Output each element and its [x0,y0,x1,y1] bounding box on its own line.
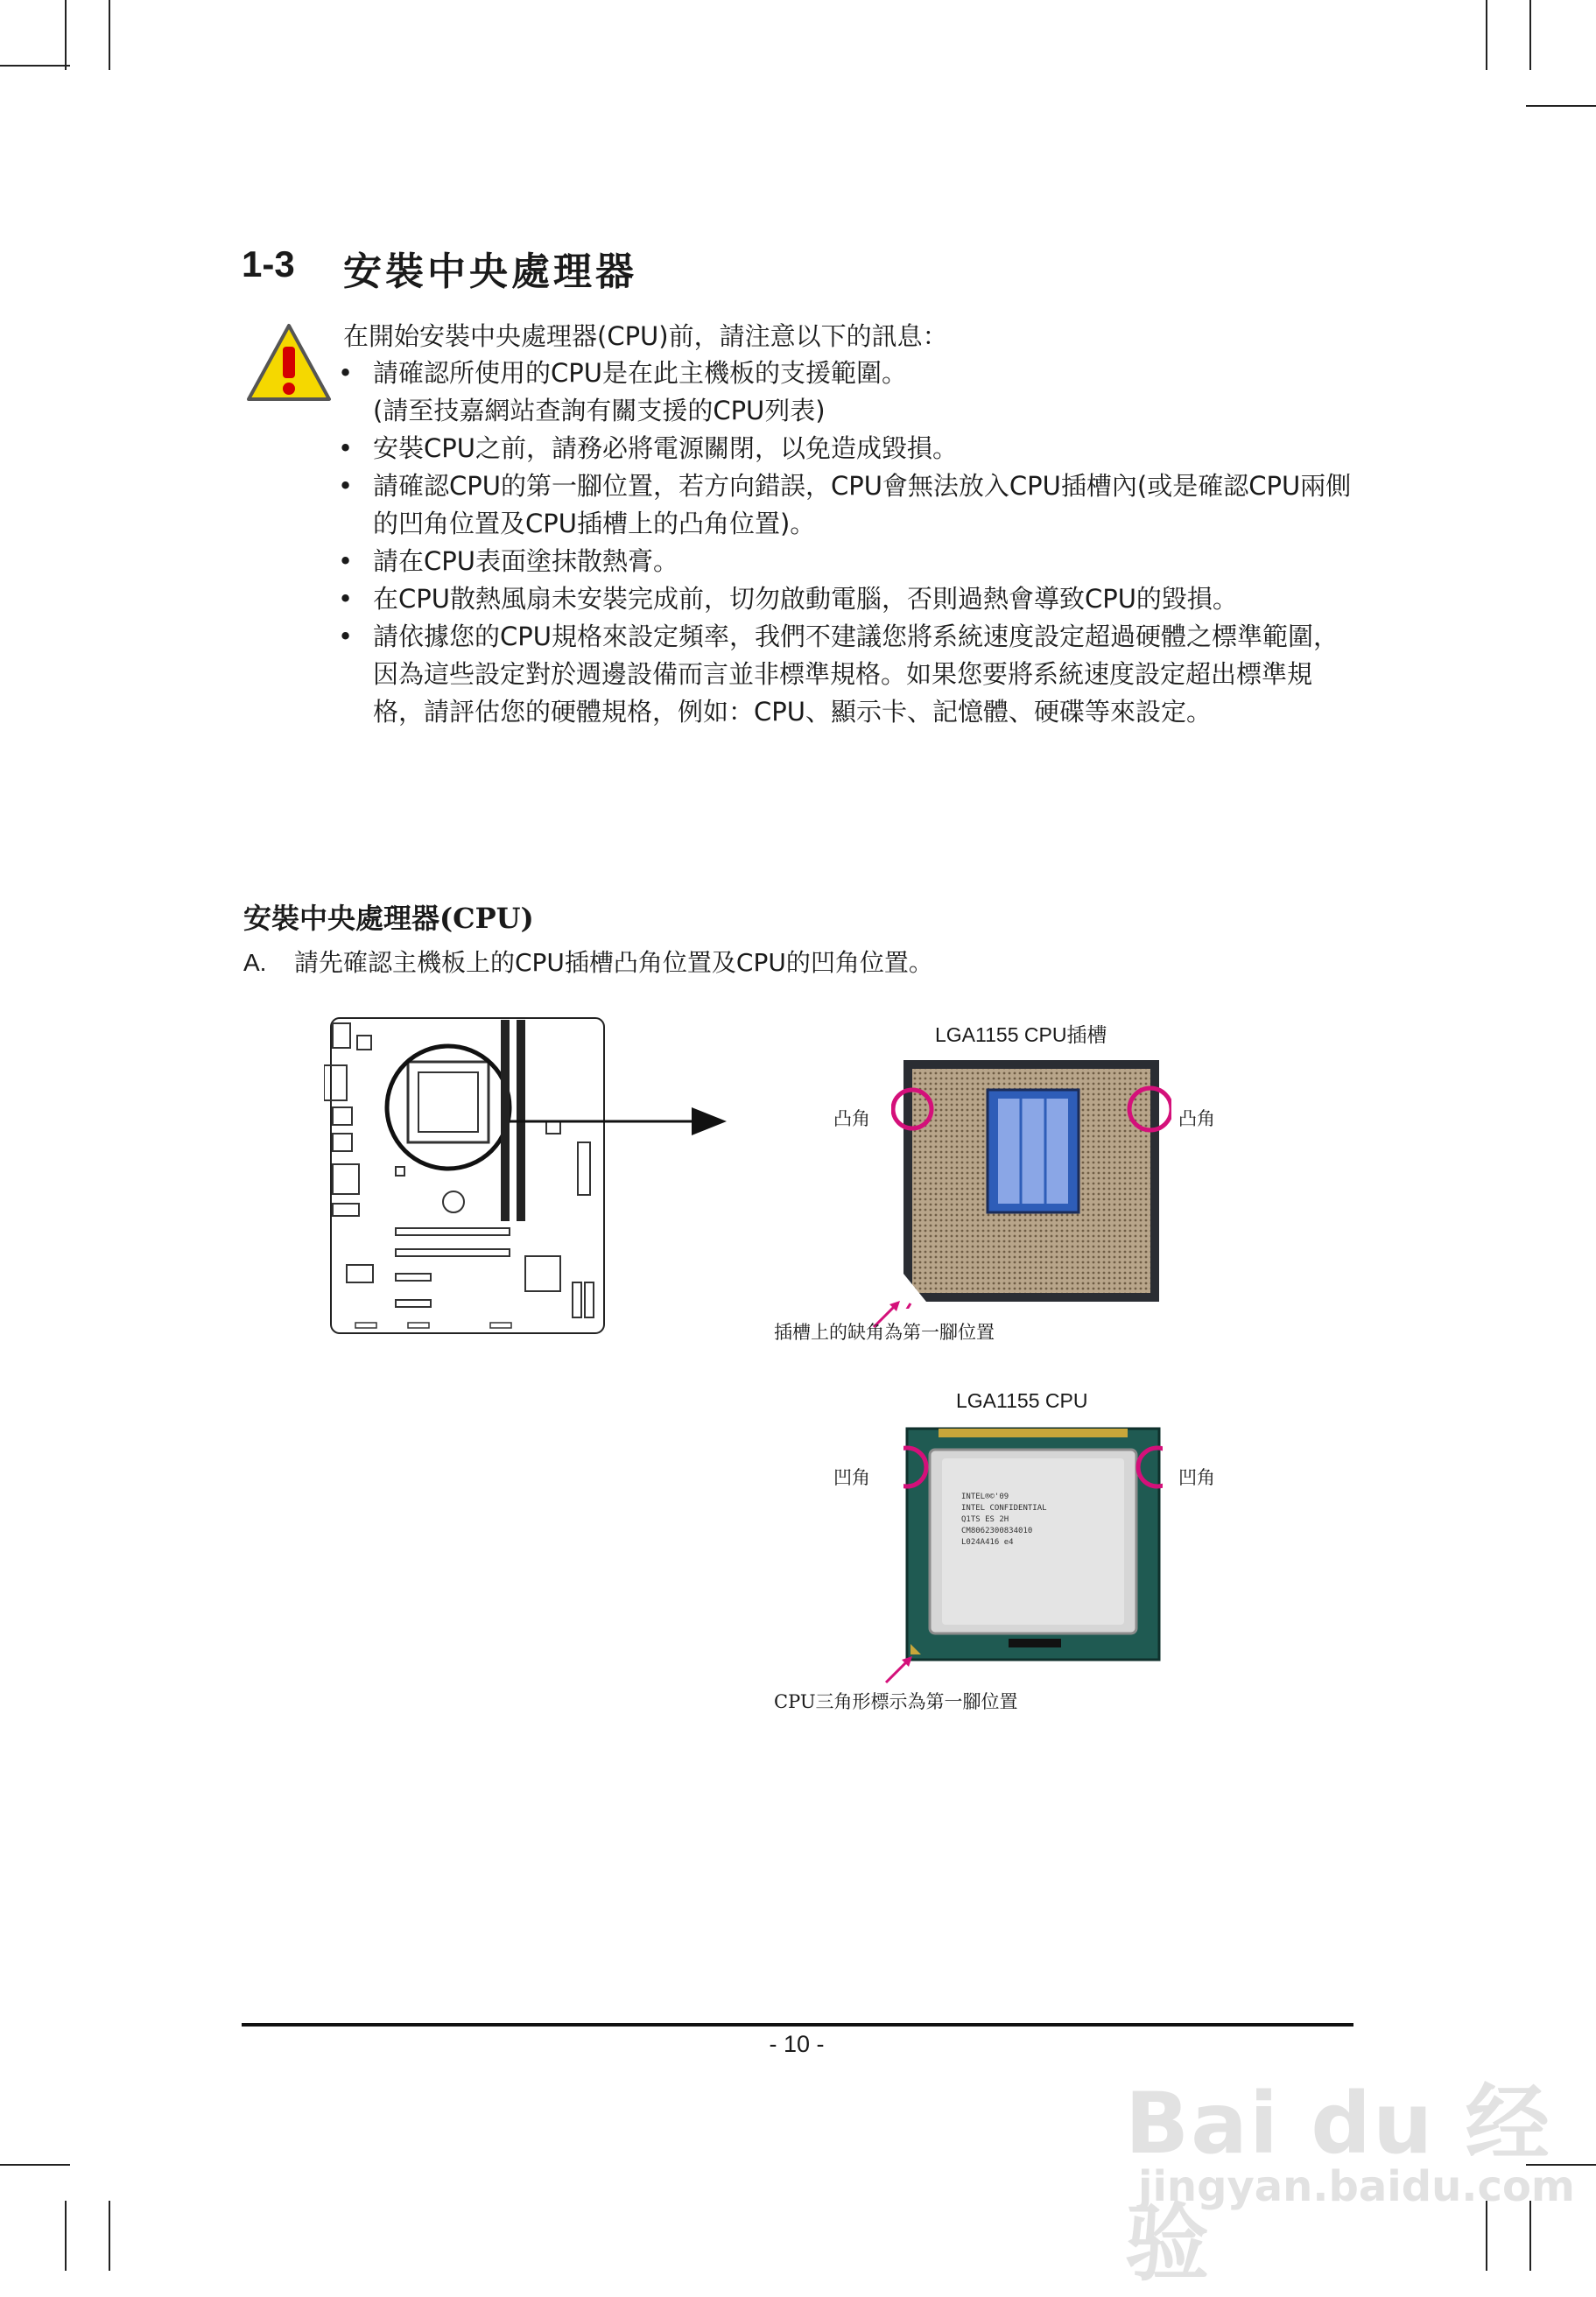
cpu-label: LGA1155 CPU [956,1389,1088,1412]
step-letter: A. [243,949,267,976]
motherboard-diagram [324,1011,735,1339]
cpu-print-line: CM8062300834010 [961,1527,1033,1535]
list-item: • 在CPU散熱風扇未安裝完成前，切勿啟動電腦，否則過熱會導致CPU的毀損。 [338,584,1238,614]
crop-mark [65,2201,67,2271]
cpu-right-callout: 凹角 [1178,1467,1215,1488]
cpu-pin1-note: CPU三角形標示為第一腳位置 [774,1691,1018,1712]
cpu-print-line: INTEL CONFIDENTIAL [961,1504,1047,1513]
list-item: • 請確認CPU的第一腳位置，若方向錯誤，CPU會無法放入CPU插槽內(或是確認CPU兩側的凹角位置及CPU插槽上的凸角位置)。 [338,471,1352,538]
cpu-pin1-arrow [882,1653,918,1688]
socket-label: LGA1155 CPU插槽 [935,1023,1107,1046]
crop-mark [109,0,110,70]
section-title: 安裝中央處理器 [343,249,637,294]
section-number: 1-3 [242,243,295,284]
footer-rule [242,2023,1353,2027]
warning-intro: 在開始安裝中央處理器(CPU)前，請注意以下的訊息： [343,321,948,351]
list-item: • 安裝CPU之前，請務必將電源關閉，以免造成毀損。 [338,433,958,463]
socket-right-callout: 凸角 [1178,1108,1215,1129]
subsection-title: 安裝中央處理器(CPU) [243,902,534,935]
warning-icon [245,322,333,404]
page-number: - 10 - [769,2031,825,2057]
baidu-watermark-url: jingyan.baidu.com [1138,2162,1575,2211]
crop-mark [65,0,67,70]
cpu-print-line: INTEL®©'09 [961,1493,1009,1501]
crop-mark [0,2164,70,2166]
socket-pin1-note: 插槽上的缺角為第一腳位置 [774,1322,995,1343]
crop-mark [1529,0,1531,70]
cpu-print-line: Q1TS ES 2H [961,1515,1009,1524]
cpu-print-line: L024A416 e4 [961,1538,1014,1547]
list-item: • 請確認所使用的CPU是在此主機板的支援範圍。 [338,358,907,388]
list-item: • 請在CPU表面塗抹散熱膏。 [338,546,678,576]
cpu-left-callout: 凹角 [833,1467,870,1488]
step-a [243,944,933,979]
socket-left-callout: 凸角 [833,1108,870,1129]
list-item: (請至技嘉網站查詢有關支援的CPU列表) [373,396,826,425]
crop-mark [109,2201,110,2271]
warning-list [334,355,1359,731]
crop-mark [1486,0,1487,70]
cpu-image [903,1425,1163,1663]
step-text: 請先確認主機板上的CPU插槽凸角位置及CPU的凹角位置。 [294,948,933,977]
baidu-watermark-logo: Bai du 经验 [1125,2075,1551,2293]
list-item: • 請依據您的CPU規格來設定頻率，我們不建議您將系統速度設定超過硬體之標準範圍，因為這些設定對於週邊設備而言並非標準規格。如果您要將系統速度設定超出標準規格，請評估您的硬體規格，例如：CPU、顯示卡、記憶體、硬碟等來設定。 [338,622,1339,727]
cpu-socket-image [891,1055,1171,1309]
crop-mark [1526,105,1596,107]
crop-mark [0,65,70,67]
